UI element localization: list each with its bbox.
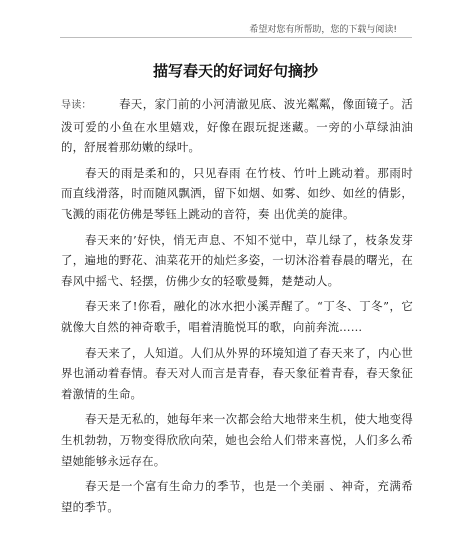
header-divider xyxy=(60,37,412,38)
paragraph-rain: 春天的雨是柔和的，只见春雨 在竹枝、竹叶上跳动着。那雨时而直线滑落，时而随风飘洒，留下如烟、如雾、如纱、如丝的倩影，飞溅的雨花仿佛是琴钰上跳动的音符，奏 出优美的旋律。 xyxy=(61,165,413,221)
paragraph-vitality: 春天是一个富有生命力的季节，也是一个美丽 、神奇，充满希望的季节。 xyxy=(61,479,413,514)
paragraph-spring-arrival: 春天来的’好快，悄无声息、不知不觉中，草儿绿了，枝条发芽了，遍地的野花、油菜花开的灿烂多姿，一切沐浴着春晨的曙光，在春风中摇弋、轻摆，仿佛少女的轻歌曼舞，楚楚动人。 xyxy=(61,232,413,288)
lead-paragraph xyxy=(61,94,413,158)
document-title: 描写春天的好词好句摘抄 xyxy=(152,62,318,80)
paragraph-people: 春天来了，人知道。人们从外界的环境知道了春天来了，内心世界也涌动着春情。春天对人而言是青春，春天象征着青春，春天象征着激情的生命。 xyxy=(61,345,413,401)
paragraph-stream: 春天来了!你看，融化的冰水把小溪弄醒了。“丁冬、丁冬”，它就像大自然的神奇歌手，唱着清脆悦耳的歌，向前奔流…… xyxy=(61,299,413,334)
paragraph-selfless: 春天是无私的，她每年来一次都会给大地带来生机，使大地变得生机勃勃，万物变得欣欣向荣，她也会给人们带来喜悦，人们多么希望她能够永远存在。 xyxy=(61,412,413,468)
lead-label: 导读： xyxy=(61,100,92,111)
lead-text: 春天，家门前的小河清澈见底、波光粼粼，像面镜子。活泼可爱的小鱼在水里嬉戏，好像在跟玩捉迷藏。一旁的小草绿油油的，舒展着那幼嫩的绿叶。 xyxy=(61,97,413,155)
article-body xyxy=(61,94,413,522)
header-note: 希望对您有所帮助，您的下载与阅读! xyxy=(249,25,397,35)
